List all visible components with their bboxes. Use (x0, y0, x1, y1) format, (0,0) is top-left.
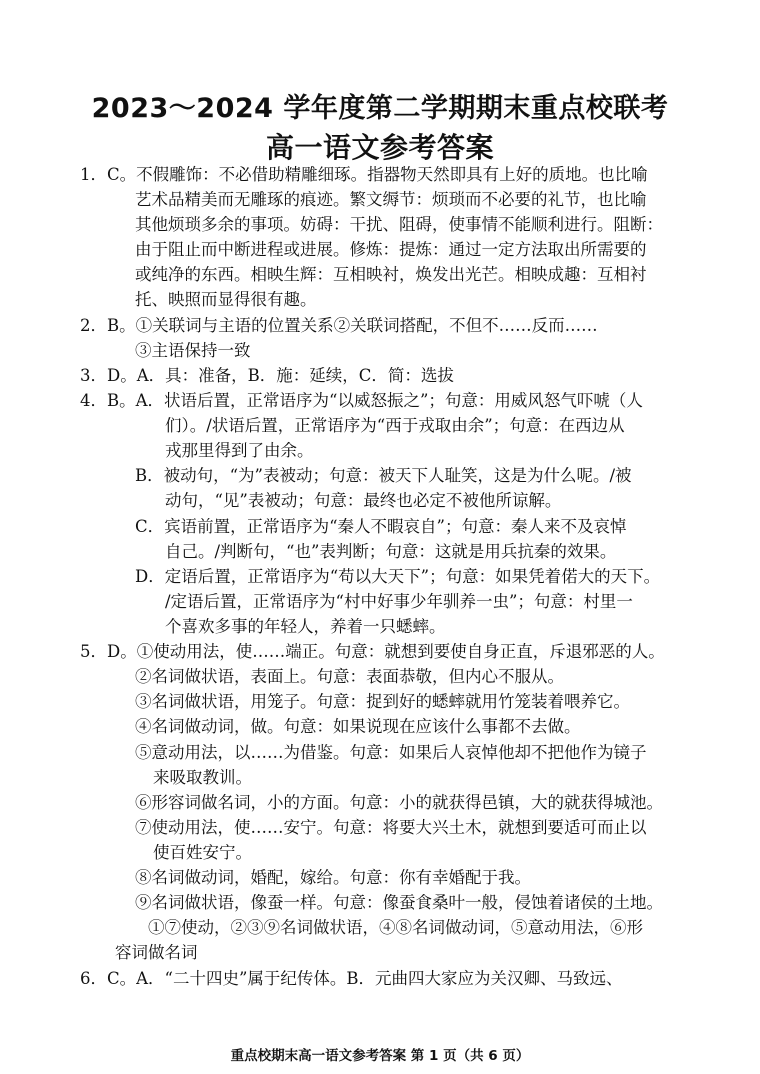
answer-line: D．定语后置，正常语序为“苟以大天下”；句意：如果凭着偌大的天下。 (135, 567, 661, 586)
answer-line: 其他烦琐多余的事项。妨碍：干扰、阻碍，使事情不能顺利进行。阻断： (135, 215, 663, 234)
answer-line: 们）。/状语后置，正常语序为“西于戎取由余”；句意：在西边从 (165, 416, 625, 435)
answer-key-title: 高一语文参考答案 (265, 131, 494, 164)
answer-line: ⑦使动用法，使……安宁。句意：将要大兴土木，就想到要适可而止以 (135, 818, 647, 837)
answer-line: B．被动句，“为”表被动；句意：被天下人耻笑，这是为什么呢。/被 (135, 466, 632, 485)
answer-line: 2．B。①关联词与主语的位置关系②关联词搭配，不但不……反而…… (80, 316, 598, 335)
answer-line: 6．C。A．“二十四史”属于纪传体。B．元曲四大家应为关汉卿、马致远、 (80, 969, 623, 988)
answer-line: ②名词做状语，表面上。句意：表面恭敬，但内心不服从。 (135, 667, 564, 686)
answer-line: 或纯净的东西。相映生辉：互相映衬，焕发出光芒。相映成趣：互相衬 (135, 265, 647, 284)
answer-line: ③名词做状语，用笼子。句意：捉到好的蟋蟀就用竹笼装着喂养它。 (135, 692, 630, 711)
answer-line: 使百姓安宁。 (153, 843, 252, 862)
answer-line: 3．D。A．具：准备，B．施：延续，C．简：选拔 (80, 366, 454, 385)
answer-line: 艺术品精美而无雕琢的痕迹。繁文缛节：烦琐而不必要的礼节，也比喻 (135, 190, 647, 209)
answer-line: ⑨名词做状语，像蚕一样。句意：像蚕食桑叶一般，侵蚀着诸侯的土地。 (135, 893, 663, 912)
answer-line: ④名词做动词，做。句意：如果说现在应该什么事都不去做。 (135, 717, 581, 736)
answer-line: 动句，“见”表被动；句意：最终也必定不被他所谅解。 (165, 491, 562, 510)
answer-line: C．宾语前置，正常语序为“秦人不暇哀自”；句意：秦人来不及哀悼 (135, 517, 627, 536)
answer-line: ⑥形容词做名词，小的方面。句意：小的就获得邑镇，大的就获得城池。 (135, 793, 663, 812)
answer-line: 5．D。①使动用法，使……端正。句意：就想到要使自身正直，斥退邪恶的人。 (80, 642, 665, 661)
answer-line: 戎那里得到了由余。 (165, 441, 314, 460)
answer-line: 由于阻止而中断进程或进展。修炼：提炼：通过一定方法取出所需要的 (135, 240, 647, 259)
answer-line: 1．C。不假雕饰：不必借助精雕细琢。指器物天然即具有上好的质地。也比喻 (80, 165, 648, 184)
answer-line: ⑧名词做动词，婚配，嫁给。句意：你有幸婚配于我。 (135, 868, 531, 887)
page-footer: 重点校期末高一语文参考答案 第 1 页（共 6 页） (230, 1048, 530, 1064)
answer-line: 托、映照而显得很有趣。 (135, 290, 317, 309)
answer-line: ⑤意动用法，以……为借鉴。句意：如果后人哀悼他却不把他作为镜子 (135, 743, 647, 762)
answer-line: /定语后置，正常语序为“村中好事少年驯养一虫”；句意：村里一 (165, 592, 633, 611)
answer-line: 容词做名词 (115, 943, 198, 962)
answer-line: 自己。/判断句，“也”表判断；句意：这就是用兵抗秦的效果。 (165, 542, 617, 561)
answer-line: 个喜欢多事的年轻人，养着一只蟋蟀。 (165, 617, 446, 636)
exam-title: 2023～2024 学年度第二学期期末重点校联考 (91, 93, 669, 124)
answer-line: 来吸取教训。 (153, 768, 252, 787)
answer-line: ③主语保持一致 (135, 341, 251, 360)
answer-line: 4．B。A．状语后置，正常语序为“以威怒振之”；句意：用威风怒气吓唬（人 (80, 391, 643, 410)
answer-line: ①⑦使动，②③⑨名词做状语，④⑧名词做动词，⑤意动用法，⑥形 (148, 918, 643, 937)
